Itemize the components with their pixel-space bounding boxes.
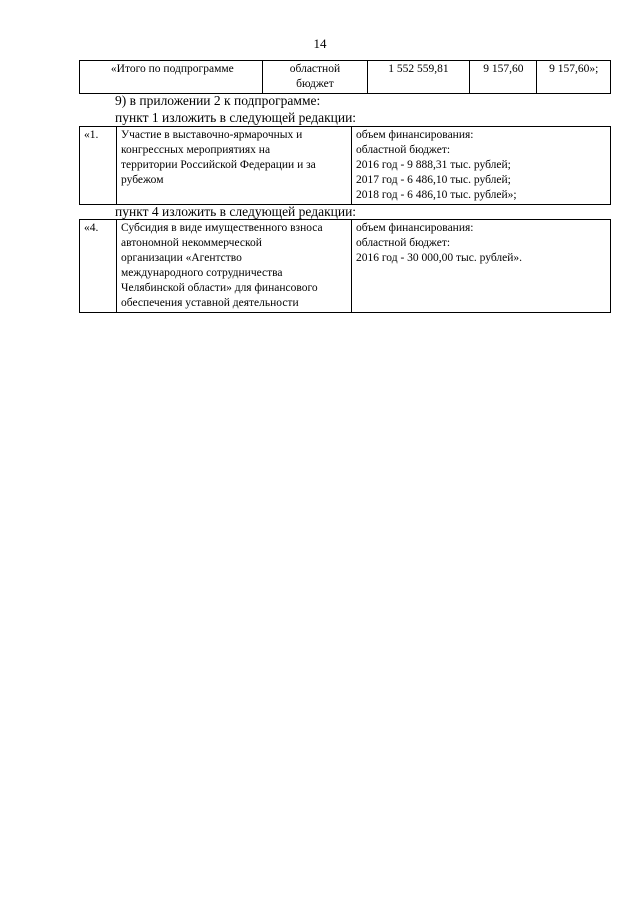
funding-line: областной бюджет: bbox=[356, 144, 451, 156]
funding-line: 2017 год - 6 486,10 тыс. рублей; bbox=[356, 174, 511, 186]
table-row bbox=[80, 61, 611, 94]
funding-line: объем финансирования: bbox=[356, 129, 474, 141]
funding-line: 2016 год - 30 000,00 тыс. рублей». bbox=[356, 252, 523, 264]
description-line: территории Российской Федерации и за bbox=[121, 159, 316, 171]
page-number: 14 bbox=[313, 36, 327, 51]
total-label: «Итого по подпрограмме bbox=[107, 61, 263, 94]
item-funding bbox=[352, 220, 611, 313]
value-1: 9 157,60 bbox=[470, 61, 537, 94]
funding-line: 2018 год - 6 486,10 тыс. рублей»; bbox=[356, 189, 517, 201]
paragraph-item-1: пункт 1 изложить в следующей редакции: bbox=[115, 110, 357, 125]
item-4-table bbox=[79, 219, 611, 313]
funding-line: областной бюджет: bbox=[356, 237, 451, 249]
total-value: 1 552 559,81 bbox=[367, 61, 469, 94]
funding-line: объем финансирования: bbox=[356, 222, 474, 234]
description-line: автономной некоммерческой bbox=[121, 237, 262, 249]
description-line: обеспечения уставной деятельности bbox=[121, 297, 299, 309]
empty-cell bbox=[80, 61, 107, 94]
description-line: Челябинской области» для финансового bbox=[121, 282, 318, 294]
item-number: «1. bbox=[80, 127, 117, 205]
table-row bbox=[80, 127, 611, 205]
item-description bbox=[117, 220, 352, 313]
table-row bbox=[80, 220, 611, 313]
description-line: конгрессных мероприятиях на bbox=[121, 144, 271, 156]
paragraph-item-4: пункт 4 изложить в следующей редакции: bbox=[115, 204, 357, 219]
description-line: международного сотрудничества bbox=[121, 267, 283, 279]
value-2: 9 157,60»; bbox=[537, 61, 611, 94]
description-line: рубежом bbox=[121, 174, 164, 186]
budget-cell bbox=[263, 61, 368, 94]
paragraph-9: 9) в приложении 2 к подпрограмме: bbox=[115, 93, 321, 108]
item-funding bbox=[352, 127, 611, 205]
subprogram-total-table bbox=[79, 60, 611, 94]
description-line: Субсидия в виде имущественного взноса bbox=[121, 222, 323, 234]
budget-line-1: областной bbox=[289, 63, 341, 75]
item-1-table bbox=[79, 126, 611, 205]
funding-line: 2016 год - 9 888,31 тыс. рублей; bbox=[356, 159, 511, 171]
description-line: организации «Агентство bbox=[121, 252, 242, 264]
budget-line-2: бюджет bbox=[296, 78, 334, 90]
item-description bbox=[117, 127, 352, 205]
item-number: «4. bbox=[80, 220, 117, 313]
description-line: Участие в выставочно-ярмарочных и bbox=[121, 129, 303, 141]
